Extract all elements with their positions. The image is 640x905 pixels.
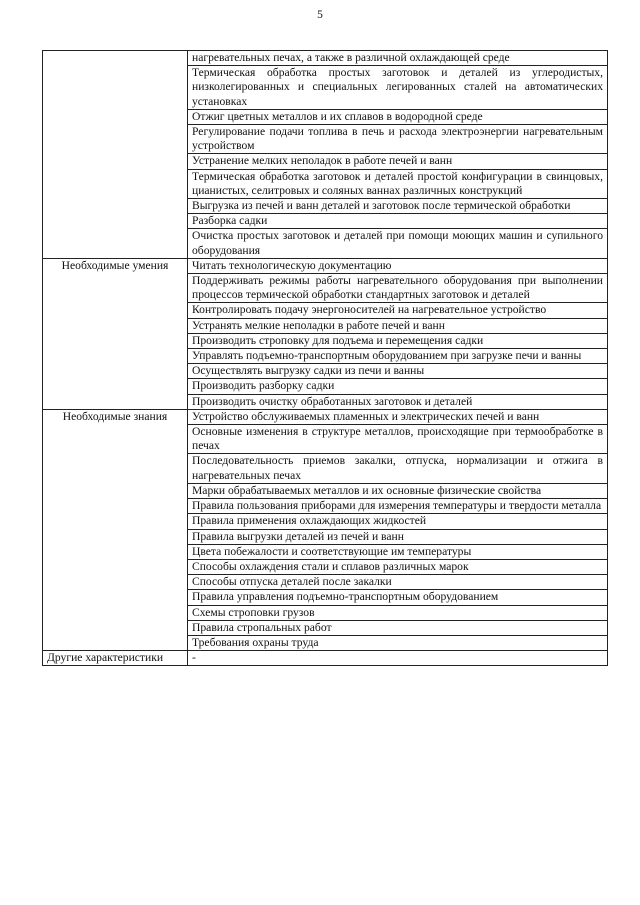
item-cell: Термическая обработка заготовок и деталей простой конфигурации в свинцовых, цианистых, селитровых и соляных ваннах различных конструкций	[188, 169, 608, 198]
item-cell: Правила управления подъемно-транспортным оборудованием	[188, 590, 608, 605]
table-row	[43, 258, 608, 273]
item-cell: Требования охраны труда	[188, 635, 608, 650]
item-cell: Способы отпуска деталей после закалки	[188, 575, 608, 590]
item-cell: Цвета побежалости и соответствующие им температуры	[188, 544, 608, 559]
item-cell: Управлять подъемно-транспортным оборудованием при загрузке печи и ванны	[188, 349, 608, 364]
item-cell: Поддерживать режимы работы нагревательного оборудования при выполнении процессов термической обработки стандартных заготовок и деталей	[188, 274, 608, 303]
item-cell: Основные изменения в структуре металлов, происходящие при термообработке в печах	[188, 425, 608, 454]
category-label: Другие характеристики	[47, 651, 164, 665]
table-row	[43, 409, 608, 424]
category-cell	[43, 409, 188, 650]
item-cell: Последовательность приемов закалки, отпуска, нормализации и отжига в нагревательных печах	[188, 454, 608, 483]
item-cell: Разборка садки	[188, 214, 608, 229]
item-cell: Читать технологическую документацию	[188, 258, 608, 273]
item-cell: Производить очистку обработанных заготовок и деталей	[188, 394, 608, 409]
characteristics-table	[42, 50, 608, 666]
category-label: Необходимые умения	[61, 258, 169, 272]
item-cell: Термическая обработка простых заготовок и деталей из углеродистых, низколегированных и специальных легированных сталей на автоматических установках	[188, 66, 608, 110]
item-cell: Производить разборку садки	[188, 379, 608, 394]
table-row	[43, 651, 608, 666]
category-label: Необходимые знания	[62, 409, 168, 423]
item-cell: Устройство обслуживаемых пламенных и электрических печей и ванн	[188, 409, 608, 424]
category-cell	[43, 258, 188, 409]
item-cell: Марки обрабатываемых металлов и их основные физические свойства	[188, 483, 608, 498]
category-cell	[43, 651, 188, 666]
item-cell: Схемы строповки грузов	[188, 605, 608, 620]
item-cell: Очистка простых заготовок и деталей при помощи моющих машин и супильного оборудования	[188, 229, 608, 258]
item-cell: Осуществлять выгрузку садки из печи и ванны	[188, 364, 608, 379]
item-cell: нагревательных печах, а также в различной охлаждающей среде	[188, 51, 608, 66]
item-cell: -	[188, 651, 608, 666]
table-row	[43, 51, 608, 66]
category-cell	[43, 51, 188, 259]
item-cell: Устранение мелких неполадок в работе печей и ванн	[188, 154, 608, 169]
item-cell: Способы охлаждения стали и сплавов различных марок	[188, 559, 608, 574]
item-cell: Производить строповку для подъема и перемещения садки	[188, 333, 608, 348]
item-cell: Регулирование подачи топлива в печь и расхода электроэнергии нагревательным устройством	[188, 125, 608, 154]
item-cell: Правила стропальных работ	[188, 620, 608, 635]
item-cell: Отжиг цветных металлов и их сплавов в водородной среде	[188, 109, 608, 124]
item-cell: Правила применения охлаждающих жидкостей	[188, 514, 608, 529]
item-cell: Правила выгрузки деталей из печей и ванн	[188, 529, 608, 544]
item-cell: Правила пользования приборами для измерения температуры и твердости металла	[188, 499, 608, 514]
page-number: 5	[317, 9, 323, 21]
item-cell: Выгрузка из печей и ванн деталей и заготовок после термической обработки	[188, 199, 608, 214]
item-cell: Контролировать подачу энергоносителей на нагревательное устройство	[188, 303, 608, 318]
table-body	[43, 51, 608, 666]
item-cell: Устранять мелкие неполадки в работе печей и ванн	[188, 318, 608, 333]
